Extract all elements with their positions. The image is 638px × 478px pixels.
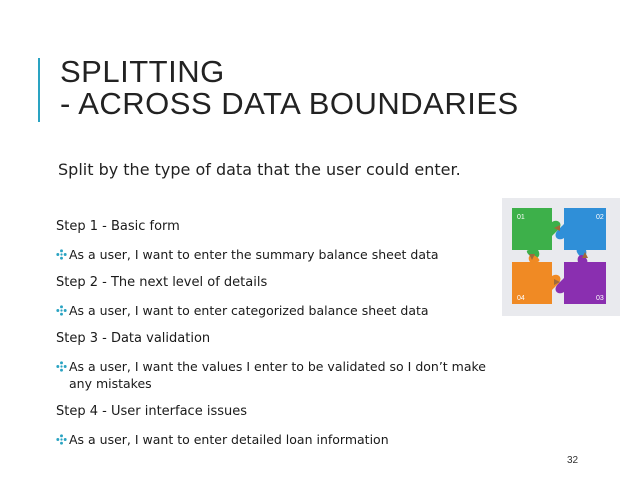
puzzle-piece-03 — [556, 255, 606, 304]
step-4-heading: Step 4 - User interface issues — [56, 404, 248, 419]
puzzle-label-04: 04 — [517, 295, 525, 302]
step-1-bullet — [56, 246, 546, 263]
puzzle-piece-01 — [512, 208, 560, 258]
step-2-heading: Step 2 - The next level of details — [56, 275, 268, 290]
page-number: 32 — [567, 455, 579, 466]
step-4-bullet — [56, 431, 546, 448]
diamond-dots-icon — [56, 434, 67, 445]
title-accent-bar — [38, 58, 40, 122]
step-1-heading: Step 1 - Basic form — [56, 219, 180, 234]
diamond-dots-icon — [56, 305, 67, 316]
puzzle-label-03: 03 — [596, 295, 604, 302]
step-2-bullet — [56, 302, 546, 319]
slide-subtitle: Split by the type of data that the user could enter. — [58, 160, 461, 179]
step-3-heading: Step 3 - Data validation — [56, 331, 211, 346]
puzzle-graphic — [502, 198, 620, 316]
puzzle-image — [502, 198, 620, 316]
steps-list — [56, 218, 546, 459]
step-3-bullet-text: As a user, I want the values I enter to be validated so I don’t make any mistakes — [69, 359, 486, 391]
puzzle-piece-02 — [556, 208, 606, 257]
puzzle-label-01: 01 — [517, 214, 525, 221]
puzzle-label-02: 02 — [596, 214, 604, 221]
slide-title: SPLITTING - ACROSS DATA BOUNDARIES — [60, 54, 519, 121]
diamond-dots-icon — [56, 361, 67, 372]
puzzle-piece-04 — [512, 255, 560, 304]
diamond-dots-icon — [56, 249, 67, 260]
step-2-bullet-text: As a user, I want to enter categorized balance sheet data — [69, 303, 429, 318]
step-1-bullet-text: As a user, I want to enter the summary balance sheet data — [69, 247, 439, 262]
step-4-bullet-text: As a user, I want to enter detailed loan information — [69, 432, 389, 447]
step-3-bullet — [56, 358, 546, 392]
